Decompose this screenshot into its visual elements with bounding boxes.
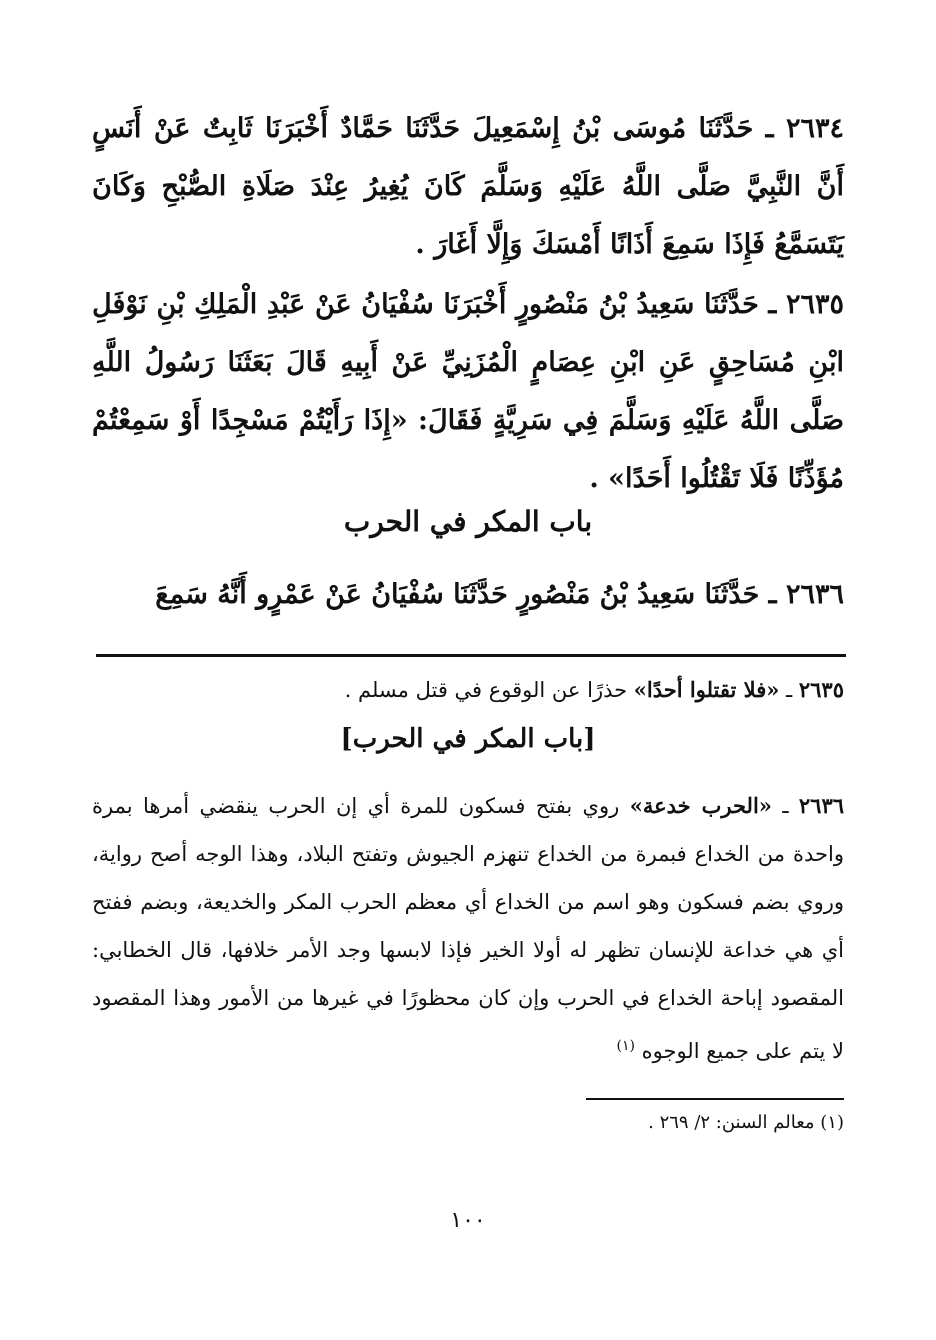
hadith-text: حَدَّثَنَا مُوسَى بْنُ إِسْمَعِيلَ حَدَّثَنَا حَمَّادٌ أَخْبَرَنَا ثَابِتٌ عَنْ أَنَسٍ أَنَّ النَّبِيَّ صَلَّى اللَّهُ عَلَيْهِ وَسَلَّمَ كَانَ يُغِيرُ عِنْدَ صَلَاةِ الصُّبْحِ وَكَانَ يَتَسَمَّعُ فَإِذَا سَمِعَ أَذَانًا أَمْسَكَ وَإِلَّا أَغَارَ . xyxy=(92,113,844,260)
page-number: ١٠٠ xyxy=(450,1208,486,1233)
commentary-number: ٢٦٣٦ xyxy=(798,793,845,818)
commentary-dash: ـ xyxy=(779,678,793,702)
footnote-reference: (١) xyxy=(616,1038,635,1054)
hadith-number: ٢٦٣٥ xyxy=(785,289,844,320)
commentary-quote: «الحرب خدعة» xyxy=(629,793,772,818)
hadith-number: ٢٦٣٤ xyxy=(785,113,844,144)
commentary-2636 xyxy=(92,782,844,1075)
hadith-text: حَدَّثَنَا سَعِيدُ بْنُ مَنْصُورٍ حَدَّثَنَا سُفْيَانُ عَنْ عَمْرٍو أَنَّهُ سَمِعَ xyxy=(155,579,760,610)
commentary-text: حذرًا عن الوقوع في قتل مسلم . xyxy=(344,678,628,702)
commentary-chapter-heading: [باب المكر في الحرب] xyxy=(340,724,596,754)
chapter-heading: باب المكر في الحرب xyxy=(343,505,593,538)
section-divider xyxy=(96,654,846,657)
commentary-number: ٢٦٣٥ xyxy=(798,677,844,702)
hadith-dash: ـ xyxy=(753,113,774,144)
hadith-dash: ـ xyxy=(758,289,777,320)
footnote xyxy=(648,1112,844,1133)
hadith-2636 xyxy=(92,566,844,624)
commentary-dash: ـ xyxy=(771,794,789,818)
footnote-text: معالم السنن: ٢/ ٢٦٩ . xyxy=(648,1112,815,1133)
commentary-quote: «فلا تقتلوا أحدًا» xyxy=(633,677,780,702)
commentary-2635 xyxy=(92,666,844,714)
hadith-number: ٢٦٣٦ xyxy=(785,579,844,610)
hadith-2634 xyxy=(92,100,844,274)
hadith-text: حَدَّثَنَا سَعِيدُ بْنُ مَنْصُورٍ أَخْبَرَنَا سُفْيَانُ عَنْ عَبْدِ الْمَلِكِ بْنِ نَوْفَلِ ابْنِ مُسَاحِقٍ عَنِ ابْنِ عِصَامٍ الْمُزَنِيِّ عَنْ أَبِيهِ قَالَ بَعَثَنَا رَسُولُ اللَّهِ صَلَّى اللَّهُ عَلَيْهِ وَسَلَّمَ فِي سَرِيَّةٍ فَقَالَ: «إِذَا رَأَيْتُمْ مَسْجِدًا أَوْ سَمِعْتُمْ مُؤَذِّنًا فَلَا تَقْتُلُوا أَحَدًا» . xyxy=(92,289,844,494)
commentary-text: روي بفتح فسكون للمرة أي إن الحرب ينقضي أمرها بمرة واحدة من الخداع فبمرة من الخداع تنهزم الجيوش وتفتح البلاد، وهذا الوجه أصح رواية، وروي بضم فسكون وهو اسم من الخداع أي معظم الحرب المكر والخديعة، وبضم ففتح أي هي خداعة للإنسان تظهر له أولا الخير فإذا لابسها وجد الأمر خلافها، قال الخطابي: المقصود إباحة الخداع في الحرب وإن كان محظورًا في غيرها من الأمور وهذا المقصود لا يتم على جميع الوجوه xyxy=(92,794,844,1063)
hadith-dash: ـ xyxy=(759,579,777,610)
hadith-2635 xyxy=(92,276,844,508)
footnote-mark: (١) xyxy=(820,1112,844,1133)
footnote-divider xyxy=(586,1098,844,1100)
